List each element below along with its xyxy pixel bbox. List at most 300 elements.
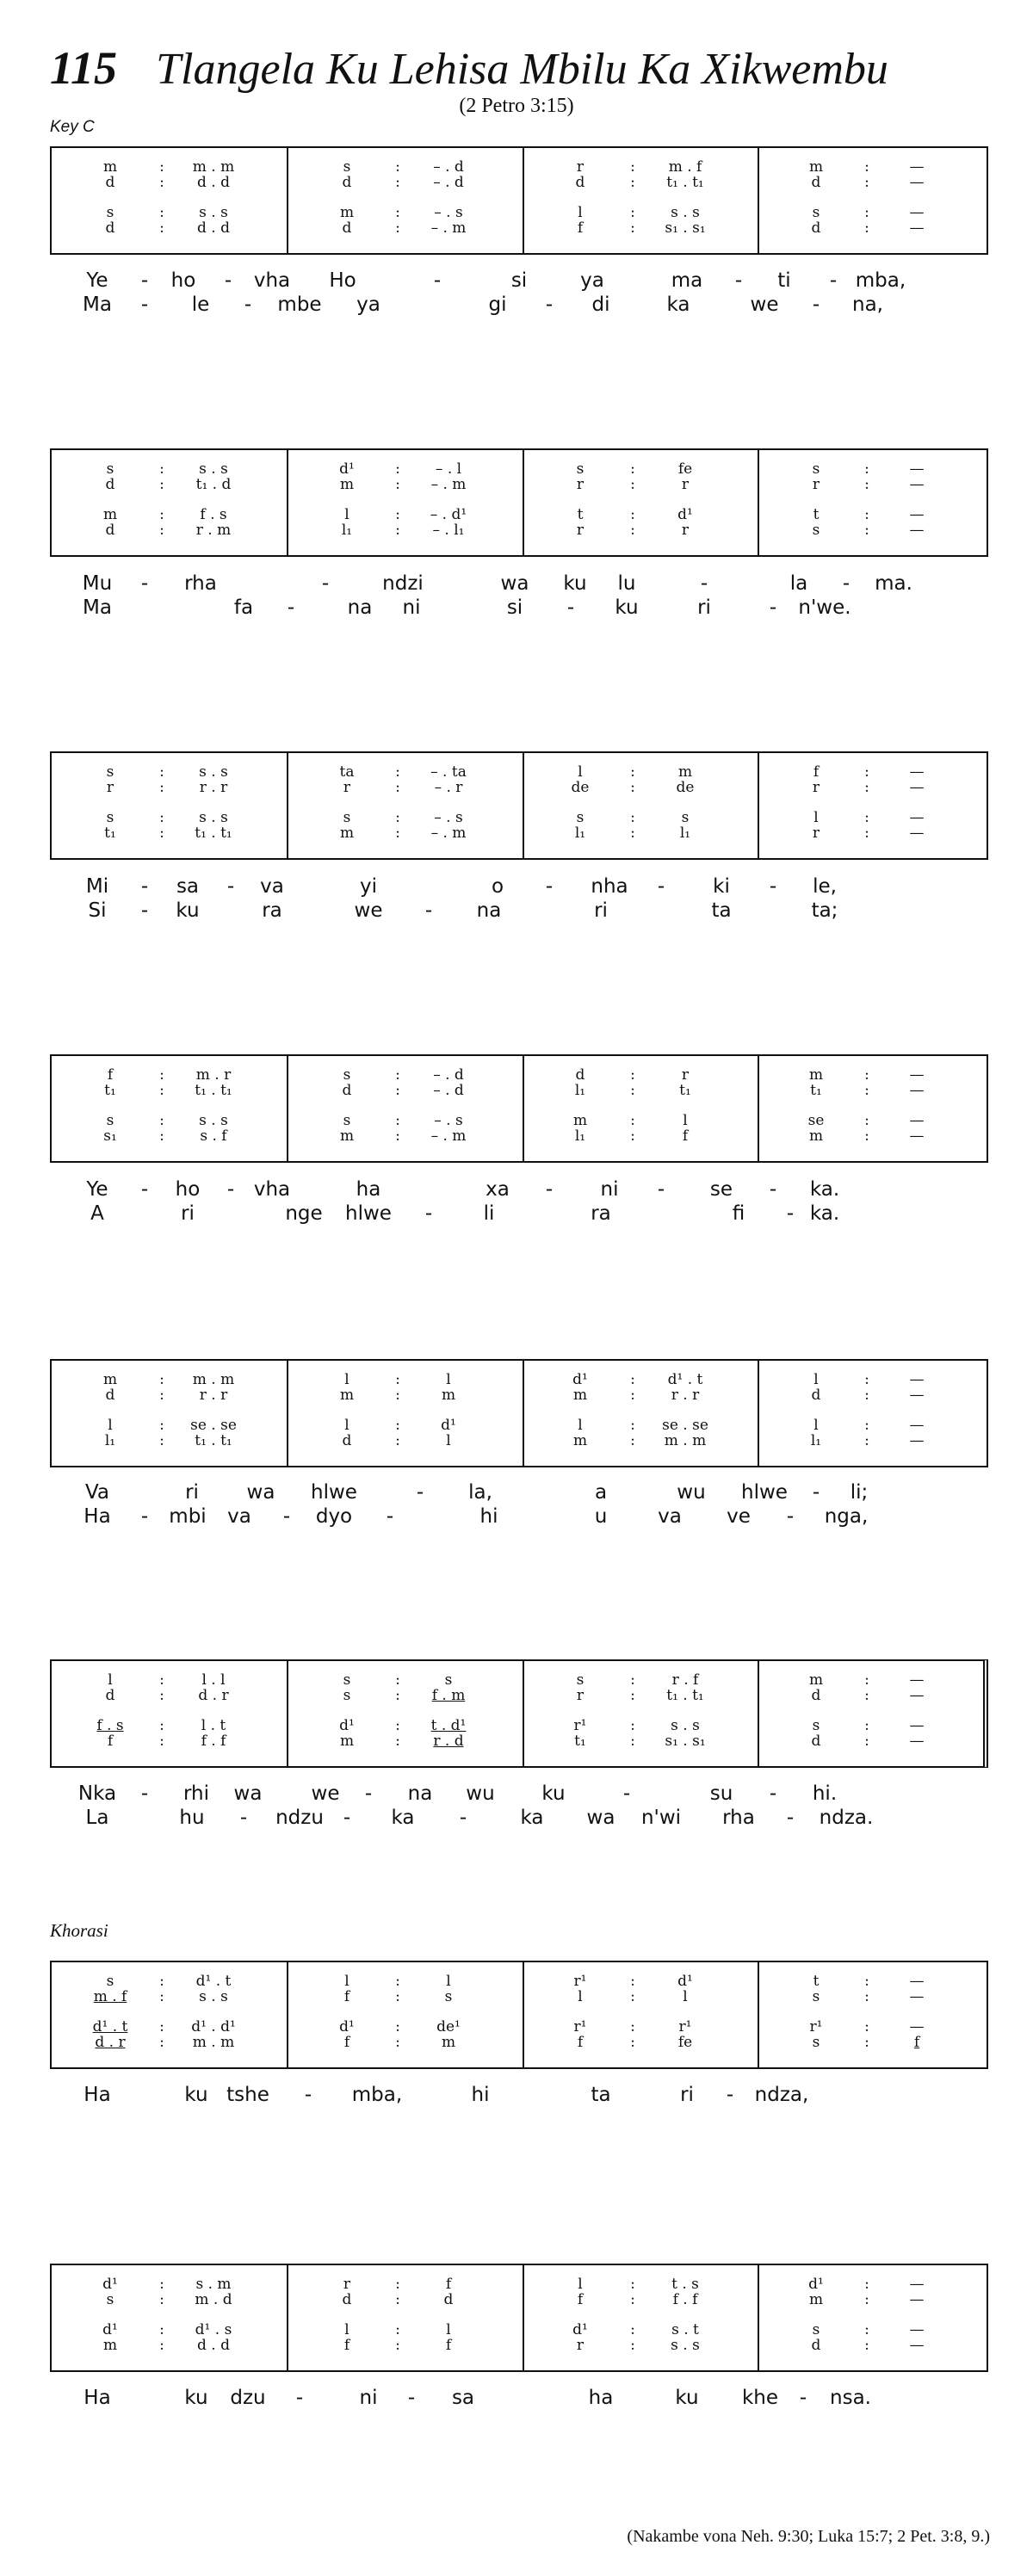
syllable-hyphen: - — [140, 269, 149, 292]
beat-colon: : — [630, 1671, 635, 1689]
solfa-note: s — [576, 809, 585, 826]
syllable-hyphen: - — [226, 1178, 235, 1201]
beat-colon: : — [864, 2018, 869, 2035]
beat-colon: : — [864, 158, 869, 176]
lyric-syllable: Ho — [329, 269, 356, 292]
solfa-note: l₁ — [341, 522, 353, 539]
voice-part-row — [52, 171, 987, 194]
syllable-hyphen: - — [239, 1807, 248, 1829]
lyric-syllable: mbe — [277, 293, 322, 316]
beat-colon: : — [159, 2321, 164, 2338]
solfa-note: — — [909, 1066, 925, 1084]
solfa-note: f . f — [201, 1733, 226, 1750]
lyric-syllable: ni — [600, 1178, 619, 1201]
beat-colon: : — [159, 1066, 164, 1084]
beat-colon: : — [630, 1387, 635, 1404]
solfa-note: f . f — [672, 2291, 698, 2308]
solfa-note: s . s — [671, 2337, 700, 2354]
lyric-syllable: hlwe — [311, 1481, 357, 1504]
lyric-syllable: hlwe — [345, 1202, 392, 1225]
voice-part-row — [52, 1986, 987, 2008]
solfa-note: s . f — [200, 1127, 227, 1145]
lyric-syllable: rhi — [182, 1782, 210, 1805]
solfa-note: – . d — [433, 1082, 464, 1099]
beat-colon: : — [864, 1066, 869, 1084]
solfa-note: r — [106, 779, 114, 796]
solfa-note: f — [577, 2034, 584, 2051]
voice-part-row — [52, 473, 987, 496]
syllable-hyphen: - — [140, 293, 149, 316]
lyric-syllable: wa — [500, 572, 529, 595]
solfa-note: m — [572, 1112, 588, 1129]
solfa-note: f . s — [96, 1717, 124, 1734]
lyric-syllable: nha — [591, 875, 628, 898]
beat-colon: : — [630, 506, 635, 523]
syllable-hyphen: - — [459, 1807, 467, 1829]
beat-colon: : — [395, 1387, 400, 1404]
solfa-note: d¹ . d¹ — [191, 2018, 236, 2035]
solfa-note: r¹ — [678, 2018, 692, 2035]
syllable-hyphen: - — [433, 269, 442, 292]
solfa-system — [50, 1054, 988, 1163]
solfa-note: d — [575, 174, 585, 191]
solfa-note: l — [578, 1417, 583, 1434]
solfa-note: d . r — [95, 2034, 126, 2051]
lyric-syllable: se — [709, 1178, 733, 1201]
solfa-note: s — [812, 204, 820, 221]
solfa-note: r — [681, 1066, 690, 1084]
voice-part-row — [52, 217, 987, 239]
lyric-syllable: ku — [184, 2084, 208, 2106]
lyric-syllable: nga, — [824, 1505, 869, 1528]
beat-colon: : — [864, 1671, 869, 1689]
solfa-note: — — [909, 2018, 925, 2035]
syllable-hyphen: - — [295, 2387, 304, 2409]
lyric-syllable: ha — [588, 2387, 614, 2409]
solfa-note: m — [808, 158, 824, 176]
solfa-note: s . m — [195, 2276, 232, 2293]
solfa-note: m — [339, 825, 355, 842]
beat-colon: : — [864, 1973, 869, 1990]
beat-colon: : — [630, 1112, 635, 1129]
solfa-note: — — [909, 763, 925, 781]
beat-colon: : — [630, 158, 635, 176]
solfa-note: d — [342, 2291, 352, 2308]
solfa-note: f — [343, 1988, 350, 2005]
solfa-note: ta — [339, 763, 355, 781]
solfa-note: t — [813, 1973, 820, 1990]
solfa-note: m — [441, 2034, 456, 2051]
lyric-syllable: la — [789, 572, 808, 595]
lyric-syllable: ka — [666, 293, 690, 316]
solfa-note: d — [105, 1687, 115, 1704]
beat-colon: : — [630, 476, 635, 493]
solfa-note: m — [441, 1387, 456, 1404]
solfa-note: s — [106, 204, 114, 221]
beat-colon: : — [630, 2018, 635, 2035]
beat-colon: : — [864, 460, 869, 478]
lyric-syllable: ku — [615, 596, 639, 619]
solfa-note: d¹ — [339, 1717, 355, 1734]
beat-colon: : — [395, 1733, 400, 1750]
solfa-note: r¹ — [573, 1973, 587, 1990]
lyric-syllable: ndza. — [819, 1807, 874, 1829]
beat-colon: : — [864, 522, 869, 539]
solfa-note: s₁ — [103, 1127, 117, 1145]
solfa-note: s . s — [671, 204, 700, 221]
beat-colon: : — [159, 1112, 164, 1129]
solfa-note: l — [446, 1432, 451, 1449]
beat-colon: : — [864, 2291, 869, 2308]
beat-colon: : — [864, 204, 869, 221]
lyric-syllable: ma. — [875, 572, 912, 595]
lyric-syllable: a — [594, 1481, 608, 1504]
solfa-note: r¹ — [809, 2018, 823, 2035]
solfa-note: d — [105, 1387, 115, 1404]
key-signature: Key C — [50, 118, 95, 136]
lyric-syllable: ma — [671, 269, 703, 292]
solfa-note: d — [811, 1733, 821, 1750]
beat-colon: : — [395, 1973, 400, 1990]
solfa-note: – . l — [435, 460, 462, 478]
solfa-note: d — [811, 2337, 821, 2354]
syllable-hyphen: - — [829, 269, 838, 292]
solfa-note: r . r — [199, 779, 228, 796]
lyric-syllable: le, — [813, 875, 837, 898]
solfa-note: – . d — [433, 158, 464, 176]
solfa-note: se . se — [662, 1417, 708, 1434]
solfa-note: – . m — [430, 476, 467, 493]
voice-part-row — [52, 1430, 987, 1452]
beat-colon: : — [864, 2034, 869, 2051]
solfa-note: – . m — [430, 219, 467, 237]
solfa-note: f — [577, 2291, 584, 2308]
beat-colon: : — [630, 219, 635, 237]
lyric-syllable: ku — [176, 899, 200, 922]
solfa-note: f — [913, 2034, 920, 2051]
beat-colon: : — [159, 1687, 164, 1704]
lyric-syllable: khe — [741, 2387, 779, 2409]
syllable-hyphen: - — [769, 596, 777, 619]
solfa-note: t₁ . d — [195, 476, 232, 493]
beat-colon: : — [395, 1066, 400, 1084]
solfa-note: d . r — [198, 1687, 229, 1704]
solfa-note: d — [811, 1387, 821, 1404]
beat-colon: : — [864, 174, 869, 191]
solfa-note: s — [343, 1066, 351, 1084]
beat-colon: : — [395, 1671, 400, 1689]
lyric-syllable: na, — [852, 293, 883, 316]
lyric-syllable: ya — [580, 269, 604, 292]
solfa-note: s₁ . s₁ — [665, 219, 706, 237]
lyric-syllable: ku — [675, 2387, 699, 2409]
syllable-hyphen: - — [140, 1782, 149, 1805]
lyric-syllable: ni — [402, 596, 421, 619]
solfa-system — [50, 2264, 988, 2372]
beat-colon: : — [630, 2276, 635, 2293]
solfa-note: t₁ . t₁ — [195, 1432, 232, 1449]
solfa-note: r — [681, 476, 690, 493]
syllable-hyphen: - — [657, 1178, 665, 1201]
solfa-note: r . m — [195, 522, 232, 539]
solfa-note: f . s — [200, 506, 227, 523]
solfa-note: d¹ — [677, 1973, 693, 1990]
lyric-syllable: n'we. — [798, 596, 851, 619]
solfa-note: s₁ . s₁ — [665, 1733, 706, 1750]
syllable-hyphen: - — [786, 1202, 795, 1225]
lyric-syllable: ta — [591, 2084, 611, 2106]
solfa-note: — — [909, 2291, 925, 2308]
beat-colon: : — [864, 1988, 869, 2005]
solfa-note: m — [339, 204, 355, 221]
solfa-note: f — [577, 219, 584, 237]
solfa-note: r — [812, 476, 820, 493]
syllable-hyphen: - — [321, 572, 330, 595]
solfa-note: — — [909, 460, 925, 478]
lyric-syllable: li — [483, 1202, 495, 1225]
syllable-hyphen: - — [226, 875, 235, 898]
solfa-note: r¹ — [573, 2018, 587, 2035]
syllable-hyphen: - — [786, 1505, 795, 1528]
solfa-note: — — [909, 1417, 925, 1434]
voice-part-row — [52, 2334, 987, 2357]
solfa-note: l₁ — [574, 1127, 586, 1145]
beat-colon: : — [159, 1371, 164, 1388]
solfa-note: s — [343, 1687, 351, 1704]
beat-colon: : — [630, 204, 635, 221]
lyric-syllable: li; — [850, 1481, 869, 1504]
voice-part-row — [52, 822, 987, 844]
solfa-note: — — [909, 2337, 925, 2354]
lyric-syllable: Ma — [83, 596, 112, 619]
beat-colon: : — [395, 1112, 400, 1129]
lyric-syllable: Ye — [86, 269, 108, 292]
solfa-note: m — [808, 1066, 824, 1084]
solfa-note: — — [909, 809, 925, 826]
syllable-hyphen: - — [545, 875, 554, 898]
solfa-note: l . t — [201, 1717, 226, 1734]
solfa-note: l₁ — [679, 825, 691, 842]
lyric-syllable: ka — [520, 1807, 544, 1829]
lyric-syllable: va — [227, 1505, 251, 1528]
solfa-note: m — [808, 1671, 824, 1689]
beat-colon: : — [159, 506, 164, 523]
lyric-line — [50, 594, 988, 621]
solfa-note: s . s — [199, 460, 228, 478]
syllable-hyphen: - — [700, 572, 708, 595]
lyric-syllable: ra — [591, 1202, 611, 1225]
solfa-note: – . r — [434, 779, 463, 796]
lyric-syllable: ri — [185, 1481, 199, 1504]
lyric-syllable: ku — [563, 572, 587, 595]
solfa-note: m . f — [93, 1988, 127, 2005]
beat-colon: : — [395, 522, 400, 539]
syllable-hyphen: - — [224, 269, 232, 292]
solfa-note: se . se — [190, 1417, 237, 1434]
lyric-syllable: Ha — [84, 2387, 111, 2409]
solfa-note: r — [576, 1687, 585, 1704]
beat-colon: : — [864, 506, 869, 523]
solfa-note: t — [813, 506, 820, 523]
solfa-note: s — [343, 1112, 351, 1129]
voice-part-row — [52, 1079, 987, 1102]
lyric-syllable: si — [510, 269, 528, 292]
solfa-note: l — [578, 204, 583, 221]
beat-colon: : — [864, 476, 869, 493]
solfa-note: f — [445, 2337, 452, 2354]
lyric-syllable: ra — [262, 899, 282, 922]
beat-colon: : — [630, 2034, 635, 2051]
solfa-note: m — [572, 1387, 588, 1404]
solfa-note: d¹ . t — [195, 1973, 232, 1990]
solfa-note: r . d — [433, 1733, 464, 1750]
lyric-syllable: o — [491, 875, 504, 898]
syllable-hyphen: - — [842, 572, 851, 595]
beat-colon: : — [864, 2337, 869, 2354]
solfa-note: l — [446, 2321, 451, 2338]
beat-colon: : — [630, 1973, 635, 1990]
solfa-note: m . m — [192, 2034, 235, 2051]
beat-colon: : — [864, 1387, 869, 1404]
lyric-line — [50, 1804, 988, 1832]
solfa-note: s — [576, 460, 585, 478]
solfa-note: d — [811, 1687, 821, 1704]
beat-colon: : — [395, 2291, 400, 2308]
beat-colon: : — [630, 1717, 635, 1734]
beat-colon: : — [395, 779, 400, 796]
voice-part-row — [52, 2289, 987, 2311]
solfa-note: s . s — [199, 1988, 228, 2005]
beat-colon: : — [864, 2321, 869, 2338]
solfa-note: s — [343, 1671, 351, 1689]
syllable-hyphen: - — [407, 2387, 416, 2409]
lyric-syllable: ndza, — [754, 2084, 809, 2106]
solfa-note: m — [572, 1432, 588, 1449]
solfa-note: – . m — [430, 1127, 467, 1145]
solfa-note: — — [909, 825, 925, 842]
solfa-note: – . ta — [430, 763, 467, 781]
solfa-note: t₁ . t₁ — [666, 1687, 704, 1704]
beat-colon: : — [159, 158, 164, 176]
syllable-hyphen: - — [786, 1807, 795, 1829]
solfa-note: f — [343, 2337, 350, 2354]
solfa-note: l . l — [201, 1671, 226, 1689]
lyric-syllable: fi — [732, 1202, 745, 1225]
beat-colon: : — [159, 1671, 164, 1689]
solfa-note: s — [106, 763, 114, 781]
solfa-note: d — [105, 476, 115, 493]
solfa-note: d¹ — [102, 2321, 118, 2338]
solfa-note: — — [909, 522, 925, 539]
solfa-note: l — [108, 1671, 113, 1689]
beat-colon: : — [395, 204, 400, 221]
solfa-note: m — [339, 1733, 355, 1750]
lyric-line — [50, 291, 988, 318]
solfa-note: m . m — [192, 158, 235, 176]
beat-colon: : — [159, 2018, 164, 2035]
solfa-note: m . f — [668, 158, 702, 176]
solfa-note: r . r — [671, 1387, 700, 1404]
beat-colon: : — [395, 2276, 400, 2293]
beat-colon: : — [159, 174, 164, 191]
solfa-note: d — [811, 219, 821, 237]
beat-colon: : — [159, 825, 164, 842]
beat-colon: : — [159, 1717, 164, 1734]
lyric-syllable: Ye — [86, 1178, 108, 1201]
beat-colon: : — [159, 2337, 164, 2354]
syllable-hyphen: - — [140, 899, 149, 922]
lyric-syllable: we — [311, 1782, 340, 1805]
beat-colon: : — [159, 809, 164, 826]
lyric-syllable: nsa. — [830, 2387, 871, 2409]
beat-colon: : — [159, 460, 164, 478]
scripture-reference: (2 Petro 3:15) — [459, 95, 574, 117]
solfa-note: — — [909, 158, 925, 176]
solfa-note: d¹ — [572, 2321, 588, 2338]
lyric-syllable: ha — [356, 1178, 381, 1201]
lyric-syllable: ta; — [811, 899, 838, 922]
syllable-hyphen: - — [545, 1178, 554, 1201]
hymn-title: Tlangela Ku Lehisa Mbilu Ka Xikwembu — [156, 45, 888, 94]
solfa-note: r . f — [671, 1671, 699, 1689]
syllable-hyphen: - — [424, 899, 433, 922]
solfa-note: r — [812, 825, 820, 842]
solfa-note: s — [343, 158, 351, 176]
solfa-note: t₁ . t₁ — [195, 825, 232, 842]
lyric-syllable: Ma — [83, 293, 112, 316]
solfa-note: — — [909, 506, 925, 523]
beat-colon: : — [630, 1066, 635, 1084]
beat-colon: : — [395, 2034, 400, 2051]
beat-colon: : — [630, 2337, 635, 2354]
solfa-note: t₁ — [679, 1082, 691, 1099]
syllable-hyphen: - — [799, 2387, 807, 2409]
lyric-syllable: si — [506, 596, 523, 619]
lyric-syllable: Si — [88, 899, 107, 922]
solfa-note: s . s — [199, 763, 228, 781]
solfa-note: de — [676, 779, 695, 796]
lyric-syllable: A — [90, 1202, 104, 1225]
solfa-note: — — [909, 1717, 925, 1734]
beat-colon: : — [395, 219, 400, 237]
solfa-note: – . m — [430, 825, 467, 842]
beat-colon: : — [395, 1417, 400, 1434]
solfa-note: – . s — [434, 1112, 463, 1129]
beat-colon: : — [395, 1082, 400, 1099]
beat-colon: : — [395, 1717, 400, 1734]
solfa-note: t₁ — [104, 1082, 116, 1099]
lyric-syllable: yi — [359, 875, 377, 898]
hymn-header — [50, 41, 997, 95]
solfa-note: f . m — [431, 1687, 466, 1704]
syllable-hyphen: - — [244, 293, 252, 316]
beat-colon: : — [864, 219, 869, 237]
lyric-syllable: tshe — [226, 2084, 269, 2106]
syllable-hyphen: - — [304, 2084, 312, 2106]
solfa-note: d — [105, 522, 115, 539]
solfa-note: s — [343, 809, 351, 826]
lyric-syllable: ya — [356, 293, 380, 316]
lyric-syllable: rha — [184, 572, 217, 595]
solfa-note: d¹ . t — [667, 1371, 703, 1388]
lyric-syllable: n'wi — [640, 1807, 682, 1829]
solfa-note: l₁ — [574, 1082, 586, 1099]
solfa-note: m . m — [664, 1432, 707, 1449]
voice-part-row — [52, 1384, 987, 1406]
beat-colon: : — [864, 1082, 869, 1099]
solfa-note: r — [681, 522, 690, 539]
beat-colon: : — [159, 219, 164, 237]
